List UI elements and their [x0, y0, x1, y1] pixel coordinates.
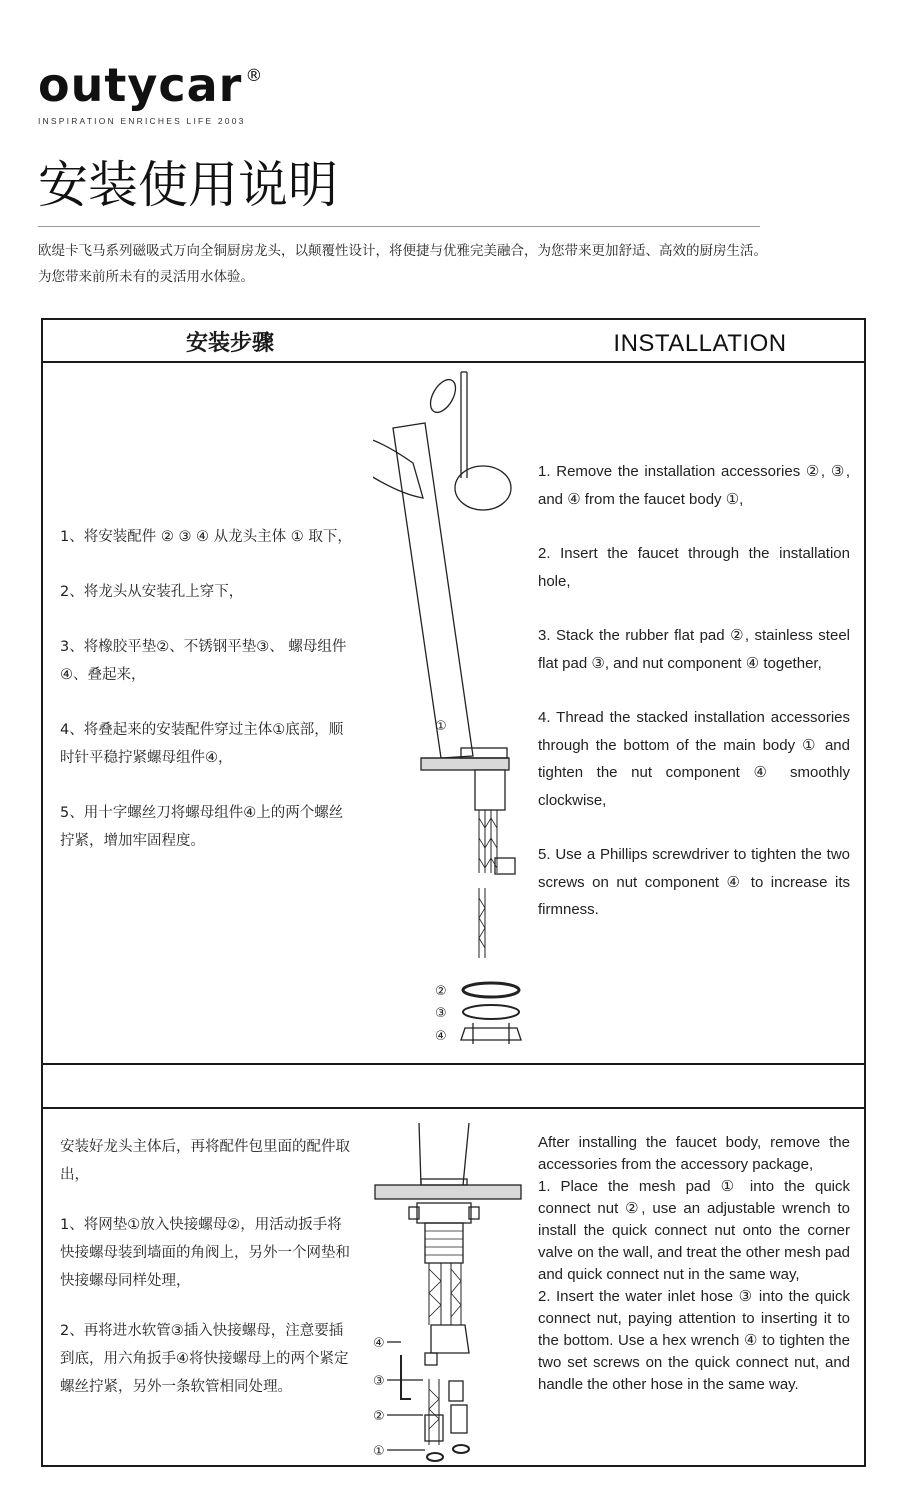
mount-nut: [417, 1203, 471, 1223]
brand-tagline: INSPIRATION ENRICHES LIFE 2003: [38, 116, 246, 126]
step-zh-4: 4、将叠起来的安装配件穿过主体①底部，顺时针平稳拧紧螺母组件④，: [60, 722, 344, 766]
installation-section: [41, 318, 866, 1065]
step-en-4: 4. Thread the stacked installation accessories through the bottom of the main body ① and tighten the nut component ④ smoothly clockwise,: [538, 709, 850, 809]
label-nut: ④: [435, 1029, 447, 1044]
intro-line-2: 为您带来前所未有的灵活用水体验。: [38, 269, 254, 285]
title-divider: [38, 226, 760, 227]
faucet-installation-diagram: [373, 368, 533, 1058]
hose-connection-diagram: [373, 1119, 533, 1465]
steel-pad: [463, 1005, 519, 1019]
mesh-pad: [453, 1445, 469, 1453]
hose-intro-zh: 安装好龙头主体后，再将配件包里面的配件取出，: [60, 1139, 350, 1183]
step-en-1: 1. Remove the installation accessories ②, ③, and ④ from the faucet body ①,: [538, 463, 850, 508]
step-en-3: 3. Stack the rubber flat pad ②, stainless steel flat pad ③, and nut component ④ together,: [538, 627, 850, 672]
brand-block: [38, 58, 264, 126]
label-body: ①: [435, 719, 447, 734]
countertop: [375, 1185, 521, 1199]
section2-divider: [43, 1107, 864, 1109]
step-zh-3: 3、将橡胶平垫②、不锈钢平垫③、 螺母组件④、叠起来，: [60, 639, 347, 683]
shank: [475, 770, 505, 810]
hose-steps-zh: [60, 1133, 355, 1423]
intro-text: [38, 238, 838, 290]
hose-steps-en: [538, 1132, 850, 1396]
header-divider: [43, 361, 864, 363]
countertop: [421, 758, 509, 770]
intro-line-1: 欧缇卡飞马系列磁吸式万向全铜厨房龙头，以颠覆性设计，将便捷与优雅完美融合，为您带来更加舒适、高效的厨房生活。: [38, 243, 767, 259]
step-zh-1: 1、将安装配件 ② ③ ④ 从龙头主体 ① 取下，: [60, 529, 352, 545]
step-en-5: 5. Use a Phillips screwdriver to tighten the two screws on nut component ④ to increase its firmness.: [538, 846, 850, 918]
hose-intro-en: After installing the faucet body, remove the accessories from the accessory package,: [538, 1134, 850, 1173]
hose-step-en-1: 1. Place the mesh pad ① into the quick connect nut ②, use an adjustable wrench to install the quick connect nut onto the corner valve on the wall, and treat the other mesh pad and quick connect nut in the same way,: [538, 1178, 850, 1283]
label-quick-nut: ②: [373, 1409, 385, 1424]
label-hex-wrench: ④: [373, 1336, 385, 1351]
quick-connect-nut: [451, 1405, 467, 1433]
label-rubber-pad: ②: [435, 984, 447, 999]
hose-step-en-2: 2. Insert the water inlet hose ③ into the quick connect nut, paying attention to inserting it to the bottom. Use a hex wrench ④ to tighten the two set screws on the quick connect nut, and handle the other hose in the same way.: [538, 1288, 850, 1393]
faucet-body-lower: [419, 1123, 421, 1185]
swivel-joint: [455, 466, 511, 510]
step-zh-2: 2、将龙头从安装孔上穿下，: [60, 584, 244, 600]
section-header-en: INSTALLATION: [613, 330, 787, 357]
hose-connection-section: [41, 1063, 866, 1467]
steps-zh: [60, 523, 355, 882]
page-title: 安装使用说明: [38, 156, 338, 214]
label-mesh-pad: ①: [373, 1444, 385, 1459]
steps-en: [538, 458, 850, 951]
hose-step-zh-2: 2、再将进水软管③插入快接螺母，注意要插到底，用六角扳手④将快接螺母上的两个紧定螺丝拧紧，另外一条软管相同处理。: [60, 1323, 349, 1395]
step-zh-5: 5、用十字螺丝刀将螺母组件④上的两个螺丝拧紧，增加牢固程度。: [60, 805, 344, 849]
clamp: [495, 858, 515, 874]
registered-mark: ®: [245, 66, 264, 86]
label-hose: ③: [373, 1374, 385, 1389]
rubber-pad: [463, 983, 519, 997]
label-steel-pad: ③: [435, 1006, 447, 1021]
nut-component: [461, 1028, 521, 1040]
brand-logo: outycar ®: [38, 58, 264, 112]
section-header-zh: 安装步骤: [185, 331, 274, 356]
hose-step-zh-1: 1、将网垫①放入快接螺母②，用活动扳手将快接螺母装到墙面的角阀上，另外一个网垫和快接螺母同样处理，: [60, 1217, 350, 1289]
step-en-2: 2. Insert the faucet through the installation hole,: [538, 545, 850, 590]
quick-connect-body: [431, 1325, 469, 1353]
hex-wrench: [401, 1355, 411, 1399]
